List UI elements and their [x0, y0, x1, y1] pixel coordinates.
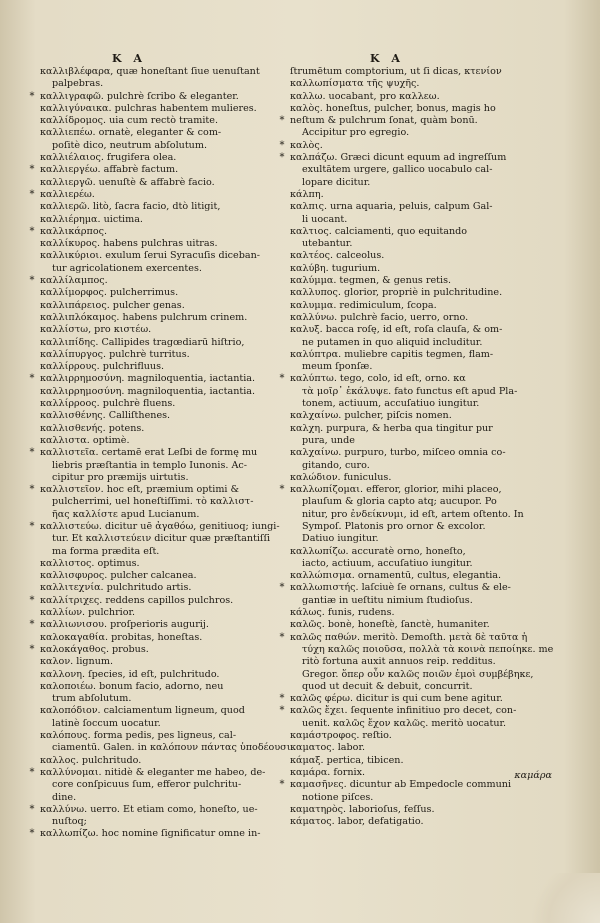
dictionary-line: [276, 275, 576, 287]
entry-text: ne putamen in quo aliquid includitur.: [302, 336, 483, 348]
entry-text: ma forma prædita eſt.: [52, 545, 160, 557]
entry-text: καλλίμορφος. pulcherrimus.: [40, 287, 179, 299]
entry-text: καλλιστος. optimus.: [40, 557, 140, 569]
entry-text: tur. Et καλλιστεύειν dicitur quæ præſtantiſſi: [52, 533, 271, 545]
dictionary-line: [26, 804, 294, 816]
entry-text: καλλιβλέφαρα, quæ honeſtant ſiue uenuſtant: [40, 66, 260, 77]
dictionary-line: [276, 619, 576, 631]
entry-text: καλλυπος. glorior, propriè in pulchritudine.: [290, 287, 503, 299]
dictionary-line: [276, 140, 576, 152]
dictionary-line: [26, 718, 294, 730]
entry-text: καλλωπίζω. hoc nomine ſignificatur omne in-: [40, 828, 261, 840]
dictionary-line: [26, 91, 294, 103]
dictionary-line: [26, 287, 294, 299]
dictionary-line: [26, 828, 294, 840]
entry-text: ciamentū. Galen. in καλόπουν πάντας ὑποδέουσι.: [52, 742, 294, 754]
entry-text: palpebras.: [52, 78, 104, 90]
dictionary-line: [276, 398, 576, 410]
left-column: [26, 66, 294, 841]
dictionary-line: [26, 361, 294, 373]
dictionary-line: [26, 521, 294, 533]
entry-text: καμάρα. fornix.: [290, 766, 366, 778]
entry-text: ῆας καλλίστε apud Lucianum.: [52, 508, 200, 520]
dictionary-line: [276, 447, 576, 459]
entry-text: notione piſces.: [302, 791, 374, 803]
dictionary-line: [26, 595, 294, 607]
marginal-asterisk: *: [29, 225, 35, 237]
marginal-asterisk: *: [279, 484, 285, 496]
dictionary-line: [276, 644, 576, 656]
entry-text: καλώδιον. funiculus.: [290, 471, 392, 483]
entry-text: Accipitur pro egregio.: [302, 127, 410, 139]
entry-text: καλύπτω. tego, colo, id eſt, orno. κα: [290, 373, 466, 385]
entry-text: καλλύνω. uerro. Et etiam como, honeſto, ue-: [40, 803, 258, 815]
dictionary-line: [276, 718, 576, 730]
entry-text: καλύβη. tugurium.: [290, 262, 381, 274]
dictionary-line: [276, 164, 576, 176]
dictionary-line: [26, 226, 294, 238]
dictionary-line: [276, 533, 576, 545]
entry-text: καματος. labor.: [290, 742, 366, 754]
dictionary-line: [26, 472, 294, 484]
marginal-asterisk: *: [29, 275, 35, 287]
dictionary-line: [276, 730, 576, 742]
entry-text: καλυμμα. redimiculum, ſcopa.: [290, 299, 437, 311]
entry-text: καλύπτρα. muliebre capitis tegmen, flam-: [290, 348, 494, 360]
dictionary-line: [26, 386, 294, 398]
entry-text: καλλιστεύω. dicitur uē ἀγαθόω, genitiuoq; iungi-: [40, 520, 280, 532]
dictionary-line: [276, 410, 576, 422]
dictionary-line: [276, 632, 576, 644]
entry-text: καλλιρρημοσύνη. magniloquentia, iactantia.: [40, 385, 256, 397]
entry-text: καλλιστεῖον. hoc eſt, præmium optimi &: [40, 484, 240, 496]
dictionary-line: [26, 300, 294, 312]
entry-text: τύχη καλῶς ποιοῦσα, πολλὰ τὰ κοινὰ πεποίηκε. me: [302, 643, 554, 655]
entry-text: καλλιωνισου. proſperioris augurij.: [40, 619, 209, 631]
entry-text: καλλιέρημα. uictima.: [40, 213, 143, 225]
entry-text: meum ſponſæ.: [302, 361, 373, 373]
marginal-asterisk: *: [279, 139, 285, 151]
entry-text: καλοποιέω. bonum facio, adorno, neu: [40, 680, 224, 692]
dictionary-line: [26, 669, 294, 681]
entry-text: nitur, pro ἐνδείκνυμι, id eſt, artem oſtento. In: [302, 508, 524, 520]
dictionary-line: [276, 460, 576, 472]
dictionary-line: [26, 460, 294, 472]
dictionary-line: [276, 66, 576, 78]
entry-text: καλλιπλόκαμος. habens pulchrum crinem.: [40, 311, 248, 323]
dictionary-line: [26, 337, 294, 349]
entry-text: καλοκαγαθία. probitas, honeſtas.: [40, 631, 203, 643]
dictionary-line: [276, 103, 576, 115]
dictionary-line: [276, 214, 576, 226]
entry-text: καλχη. purpura, & herba qua tingitur pur: [290, 422, 493, 434]
entry-text: καλλιτεχνία. pulchritudo artis.: [40, 582, 192, 594]
dictionary-line: [26, 607, 294, 619]
dictionary-line: [276, 78, 576, 90]
entry-text: καλλωπίζομαι. efferor, glorior, mihi placeo,: [290, 484, 502, 496]
dictionary-line: [26, 214, 294, 226]
marginal-asterisk: *: [29, 447, 35, 459]
entry-text: καλύμμα. tegmen, & genus retis.: [290, 275, 452, 287]
right-column: [276, 66, 576, 828]
dictionary-line: [276, 177, 576, 189]
dictionary-line: [276, 509, 576, 521]
entry-text: gantiæ in ueſtitu nimium ſtudioſus.: [302, 594, 473, 606]
entry-text: καλλίστω, pro κιστέω.: [40, 324, 152, 336]
entry-text: ſtrumētum comptorium, ut ſi dicas, κτενίον: [290, 66, 502, 77]
entry-text: latinè ſoccum uocatur.: [52, 717, 161, 729]
dictionary-line: [276, 681, 576, 693]
dictionary-line: [276, 558, 576, 570]
dictionary-line: [276, 152, 576, 164]
dictionary-line: [276, 373, 576, 385]
entry-text: καλλωπίζω. accuratè orno, honeſto,: [290, 545, 466, 557]
entry-text: καλλονη. ſpecies, id eſt, pulchritudo.: [40, 668, 220, 680]
entry-text: καλῶς ἔχει. ſequente infinitiuo pro decet, con-: [290, 705, 517, 717]
dictionary-line: [26, 78, 294, 90]
dictionary-line: [276, 521, 576, 533]
entry-text: καλλύνομαι. nitidè & eleganter me habeo, de-: [40, 766, 266, 778]
entry-text: καλλιστεῖα. certamē erat Leſbi de formę mu: [40, 447, 258, 459]
dictionary-line: [26, 201, 294, 213]
entry-text: κάλπη.: [290, 188, 324, 200]
marginal-asterisk: *: [279, 373, 285, 385]
dictionary-line: [276, 226, 576, 238]
dictionary-line: [26, 324, 294, 336]
entry-text: exultātem urgere, gallico uocabulo cal-: [302, 164, 493, 176]
dictionary-line: [276, 287, 576, 299]
entry-text: καλλωπίσματα τῆς ψυχῆς.: [290, 78, 420, 90]
dictionary-line: [26, 115, 294, 127]
dictionary-line: [276, 570, 576, 582]
entry-text: plauſum & gloria capto atq; aucupor. Po: [302, 496, 497, 508]
dictionary-line: [276, 484, 576, 496]
marginal-asterisk: *: [279, 631, 285, 643]
dictionary-line: [26, 66, 294, 78]
entry-text: καλλιερέω.: [40, 188, 95, 200]
entry-text: καλλιεπέω. ornatè, eleganter & com-: [40, 127, 222, 139]
dictionary-line: [26, 582, 294, 594]
dictionary-line: [26, 816, 294, 828]
marginal-asterisk: *: [29, 594, 35, 606]
entry-text: καλοκάγαθος. probus.: [40, 643, 149, 655]
entry-text: καλτιος. calciamenti, quo equitando: [290, 225, 468, 237]
dictionary-line: [276, 435, 576, 447]
dictionary-line: [276, 792, 576, 804]
marginal-asterisk: *: [29, 828, 35, 840]
entry-text: li uocant.: [302, 213, 348, 225]
dictionary-line: [26, 767, 294, 779]
marginal-asterisk: *: [29, 188, 35, 200]
entry-text: καλλικάρπος.: [40, 225, 108, 237]
dictionary-line: [26, 103, 294, 115]
page-corner-wear: [530, 873, 600, 923]
dictionary-line: [276, 263, 576, 275]
entry-text: κάματος. labor, defatigatio.: [290, 816, 424, 828]
entry-text: κάμαξ. pertica, tibicen.: [290, 754, 404, 766]
dictionary-line: [26, 423, 294, 435]
dictionary-line: [276, 472, 576, 484]
dictionary-line: [26, 349, 294, 361]
marginal-asterisk: *: [29, 766, 35, 778]
dictionary-line: [26, 570, 294, 582]
dictionary-line: [26, 656, 294, 668]
dictionary-line: [276, 115, 576, 127]
entry-text: καλλωπιστής. laſciuè ſe ornans, cultus & ele-: [290, 582, 511, 594]
dictionary-line: [276, 324, 576, 336]
dictionary-line: [276, 742, 576, 754]
dictionary-line: [26, 496, 294, 508]
entry-text: καλυξ. bacca roſę, id eſt, roſa clauſa, & om-: [290, 324, 503, 336]
entry-text: κάλως. funis, rudens.: [290, 607, 395, 619]
dictionary-line: [26, 619, 294, 631]
entry-text: καλλίπυργος. pulchrè turritus.: [40, 348, 190, 360]
entry-text: Datiuo iungitur.: [302, 533, 379, 545]
dictionary-line: [276, 755, 576, 767]
entry-text: καλοπόδιον. calciamentum ligneum, quod: [40, 705, 245, 717]
dictionary-line: [276, 779, 576, 791]
entry-text: Gregor. ὅπερ οὖν καλῶς ποιῶν ἐμοὶ συμβέβηκε,: [302, 668, 534, 680]
entry-text: τὰ μοῖρ᾽ ἐκάλυψε. fato functus eſt apud Pla-: [302, 385, 518, 397]
entry-text: καλλισθένης. Calliſthenes.: [40, 410, 171, 422]
dictionary-line: [26, 177, 294, 189]
entry-text: καλλισθενής. potens.: [40, 422, 145, 434]
dictionary-line: [26, 681, 294, 693]
dictionary-line: [26, 410, 294, 422]
dictionary-line: [26, 189, 294, 201]
dictionary-line: [276, 669, 576, 681]
entry-text: καλῶς. bonè, honeſtè, ſanctè, humaniter.: [290, 619, 490, 631]
entry-text: καλὸς. honeſtus, pulcher, bonus, magis ho: [290, 102, 496, 114]
entry-text: καλλώπισμα. ornamentū, cultus, elegantia.: [290, 570, 502, 582]
dictionary-line: [26, 755, 294, 767]
dictionary-line: [276, 300, 576, 312]
entry-text: καλχαίνω. purpuro, turbo, miſceo omnia co-: [290, 447, 506, 459]
dictionary-line: [26, 730, 294, 742]
dictionary-line: [276, 804, 576, 816]
entry-text: dine.: [52, 791, 77, 803]
entry-text: tur agricolationem exercentes.: [52, 262, 202, 274]
dictionary-line: [26, 533, 294, 545]
dictionary-line: [26, 792, 294, 804]
entry-text: nuſtoq;: [52, 816, 87, 828]
entry-text: καλλιπάρειος. pulcher genas.: [40, 299, 185, 311]
entry-text: καλλιεργῶ. uenuſtè & affabrè facio.: [40, 176, 215, 188]
dictionary-line: [26, 263, 294, 275]
marginal-asterisk: *: [29, 90, 35, 102]
entry-text: καλλίων. pulchrior.: [40, 607, 136, 619]
marginal-asterisk: *: [29, 619, 35, 631]
dictionary-line: [276, 496, 576, 508]
running-head-left: K A: [112, 52, 146, 65]
entry-text: utebantur.: [302, 238, 353, 250]
entry-text: καλλίκυρος. habens pulchras uitras.: [40, 238, 218, 250]
marginal-asterisk: *: [279, 693, 285, 705]
catchword: καμάρα: [514, 770, 552, 781]
entry-text: iacto, actiuum, accuſatiuo iungitur.: [302, 557, 473, 569]
dictionary-line: [26, 546, 294, 558]
dictionary-line: [26, 742, 294, 754]
entry-text: καλπις. urna aquaria, peluis, calpum Gal-: [290, 201, 493, 213]
dictionary-line: [26, 693, 294, 705]
marginal-asterisk: *: [279, 582, 285, 594]
entry-text: καλλύνω. pulchrè facio, uerro, orno.: [290, 311, 469, 323]
entry-text: liebris præſtantia in templo Iunonis. Ac-: [52, 459, 248, 471]
entry-text: καλῶς παθών. meritò. Demoſth. μετὰ δὲ ταῦτα ἡ: [290, 631, 528, 643]
entry-text: καλῶς φέρω. dicitur is qui cum bene agitur.: [290, 693, 503, 705]
dictionary-line: [26, 238, 294, 250]
entry-text: tonem, actiuum, accuſatiuo iungitur.: [302, 398, 480, 410]
entry-text: καλλω. uocabant, pro καλλεω.: [290, 90, 440, 102]
entry-text: καλλισφυρος. pulcher calcanea.: [40, 570, 197, 582]
entry-text: καλλίδρομος. uia cum rectò tramite.: [40, 115, 219, 127]
marginal-asterisk: *: [29, 520, 35, 532]
dictionary-line: [276, 546, 576, 558]
dictionary-line: [26, 275, 294, 287]
entry-text: lopare dicitur.: [302, 176, 371, 188]
dictionary-line: [26, 644, 294, 656]
entry-text: καματηρὸς. laborioſus, feſſus.: [290, 803, 435, 815]
dictionary-line: [26, 435, 294, 447]
dictionary-line: [26, 779, 294, 791]
dictionary-line: [276, 816, 576, 828]
marginal-asterisk: *: [29, 484, 35, 496]
running-head-right: K A: [370, 52, 404, 65]
marginal-asterisk: *: [279, 152, 285, 164]
dictionary-line: [26, 447, 294, 459]
dictionary-line: [276, 595, 576, 607]
dictionary-line: [26, 484, 294, 496]
entry-text: καμάστροφος. reſtio.: [290, 730, 392, 742]
entry-text: core conſpicuus ſum, efferor pulchritu-: [52, 779, 242, 791]
entry-text: καλλίρρους. pulchrifluus.: [40, 361, 165, 373]
entry-text: καλλιστα. optimè.: [40, 434, 130, 446]
dictionary-line: [26, 632, 294, 644]
entry-text: καλον. lignum.: [40, 656, 114, 668]
marginal-asterisk: *: [279, 779, 285, 791]
dictionary-line: [26, 127, 294, 139]
entry-text: trum abſolutum.: [52, 693, 132, 705]
dictionary-line: [276, 361, 576, 373]
dictionary-line: [276, 201, 576, 213]
entry-text: καλλος. pulchritudo.: [40, 754, 142, 766]
entry-text: καλὸς.: [290, 139, 323, 151]
dictionary-line: [276, 127, 576, 139]
dictionary-line: [276, 705, 576, 717]
dictionary-line: [276, 693, 576, 705]
entry-text: καλλιρρημοσύνη. magniloquentia, iactantia.: [40, 373, 256, 385]
dictionary-line: [26, 373, 294, 385]
entry-text: uenit. καλῶς ἔχον καλῶς. meritò uocatur.: [302, 717, 507, 729]
dictionary-line: [26, 705, 294, 717]
entry-text: pulcherrimi, uel honeſtiſſimi. τὸ καλλιστ-: [52, 496, 254, 508]
marginal-asterisk: *: [29, 373, 35, 385]
entry-text: καλλιεργέω. affabrè factum.: [40, 164, 179, 176]
dictionary-line: [26, 509, 294, 521]
marginal-asterisk: *: [29, 643, 35, 655]
entry-text: καλλιγύναικα. pulchras habentem mulieres.: [40, 102, 257, 114]
entry-text: quod ut decuit & debuit, concurrit.: [302, 680, 473, 692]
dictionary-line: [276, 312, 576, 324]
entry-text: καλλιγραφῶ. pulchrè ſcribo & eleganter.: [40, 90, 239, 102]
dictionary-line: [26, 558, 294, 570]
dictionary-line: [276, 349, 576, 361]
marginal-asterisk: *: [29, 164, 35, 176]
entry-text: gitando, curo.: [302, 459, 370, 471]
dictionary-line: [26, 140, 294, 152]
entry-text: καλτέος. calceolus.: [290, 250, 385, 262]
dictionary-line: [26, 152, 294, 164]
dictionary-line: [276, 386, 576, 398]
entry-text: καλλίρροος. pulchrè fluens.: [40, 398, 176, 410]
dictionary-line: [26, 312, 294, 324]
marginal-asterisk: *: [279, 705, 285, 717]
dictionary-line: [276, 91, 576, 103]
entry-text: καλχαίνω. pulcher, piſcis nomen.: [290, 410, 452, 422]
dictionary-line: [276, 337, 576, 349]
entry-text: poſitè dico, neutrum abſolutum.: [52, 139, 207, 151]
entry-text: pura, unde: [302, 434, 355, 446]
entry-text: καλλιπίδης. Callipides tragœdiarū hiſtrio,: [40, 336, 245, 348]
entry-text: καλπάζω. Græci dicunt equum ad ingreſſum: [290, 152, 507, 164]
entry-text: καλόπους. forma pedis, pes ligneus, cal-: [40, 730, 237, 742]
dictionary-line: [276, 423, 576, 435]
dictionary-line: [276, 189, 576, 201]
dictionary-line: [276, 656, 576, 668]
entry-text: Sympoſ. Platonis pro ornor & excolor.: [302, 520, 486, 532]
entry-text: καλλιερῶ. litò, ſacra facio, dtò litigit,: [40, 201, 221, 213]
entry-text: ritò fortuna auxit annuos reip. redditus.: [302, 656, 496, 668]
dictionary-line: [26, 250, 294, 262]
dictionary-line: [276, 607, 576, 619]
dictionary-line: [276, 238, 576, 250]
dictionary-line: [26, 398, 294, 410]
entry-text: καλλικύριοι. exulum ſerui Syracuſis diceban-: [40, 250, 261, 262]
marginal-asterisk: *: [279, 115, 285, 127]
marginal-asterisk: *: [29, 803, 35, 815]
entry-text: καμασῆνες. dicuntur ab Empedocle communi: [290, 779, 512, 791]
dictionary-line: [276, 582, 576, 594]
entry-text: καλλίτριχες. reddens capillos pulchros.: [40, 594, 234, 606]
entry-text: καλλίλαμπος.: [40, 275, 108, 287]
dictionary-line: [276, 250, 576, 262]
entry-text: καλλιέλαιος. frugifera olea.: [40, 152, 177, 164]
entry-text: cipitur pro præmijs uirtutis.: [52, 471, 189, 483]
dictionary-line: [26, 164, 294, 176]
entry-text: neſtum & pulchrum ſonat, quàm bonū.: [290, 115, 478, 127]
